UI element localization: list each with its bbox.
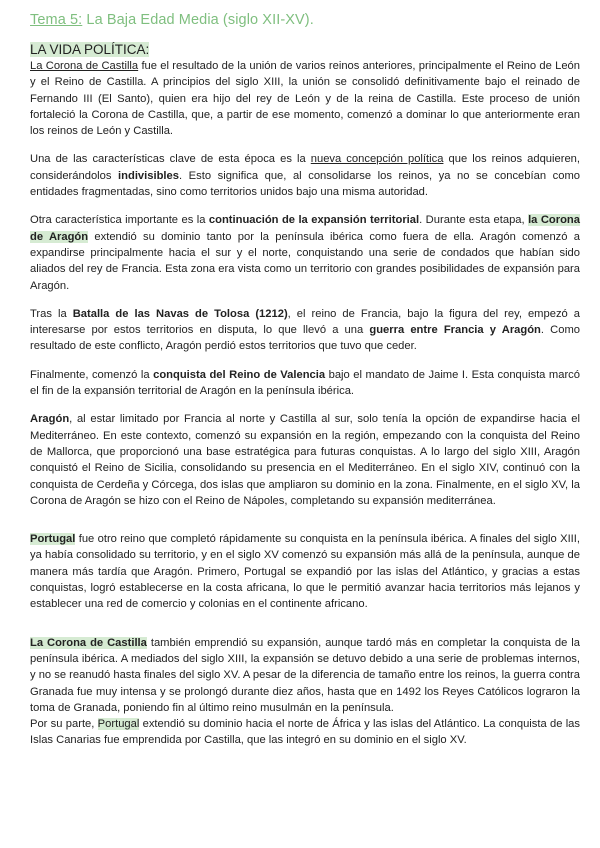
highlighted-term: Portugal <box>97 718 140 731</box>
paragraph-portugal-africa <box>30 716 580 749</box>
paragraph-text: Una de las características clave de esta época es la <box>30 153 311 166</box>
paragraph-text: , al estar limitado por Francia al norte y Castilla al sur, solo tenía la opción de expandirse hacia el Mediterráneo. En este contexto, comenzó su expansión en la región, empezando con la conquista del Reino de Mallorca, que proporcionó una base estratégica para futuras conquistas. A lo largo del siglo XIII, Aragón conquistó el Reino de Sicilia, consolidando su presencia en el Mediterráneo. En el siglo XIV, continuó con la conquista de Cerdeña y Córcega, dos islas que ampliaron su dominio en la zona. Finalmente, en el siglo XV, la Corona de Aragón se hizo con el Reino de Nápoles, completando su expansión mediterránea. <box>30 413 580 507</box>
bold-term: continuación de la expansión territorial <box>208 214 420 227</box>
paragraph-text: también emprendió su expansión, aunque tardó más en completar la conquista de la península ibérica. A mediados del siglo XIII, la expansión se detuvo debido a una serie de problemas internos, y no se reanudó hasta finales del siglo XV. A pesar de la diferencia de tamaño entre los reinos, la guerra contra Granada fue muy intensa y se prolongó durante diez años, hasta que en 1492 los Reyes Católicos lograron la toma de Granada, poniendo fin al último reino musulmán en la península. <box>30 636 580 714</box>
paragraph-text: Otra característica importante es la <box>30 214 209 227</box>
bold-term: indivisibles <box>118 169 179 182</box>
paragraph-text: fue otro reino que completó rápidamente su conquista en la península ibérica. A finales del siglo XIII, ya había consolidado su territorio, y en el siglo XV comenzó su expansión más allá de la península, aunque de manera más tardía que Aragón. Primero, Portugal se expandió por las islas del Atlántico, y gracias a estas conquistas, logró establecerse en la costa africana, lo que le permitió avanzar hacia territorios más lejanos y establecer una red de comercio y colonias en el continente africano. <box>30 533 580 611</box>
paragraph-portugal <box>30 531 580 612</box>
bold-term: Aragón <box>30 413 70 426</box>
paragraph-text: Tras la <box>30 307 73 320</box>
document-page <box>30 12 580 761</box>
paragraph-navas-de-tolosa <box>30 306 580 355</box>
bold-term: guerra entre Francia y Aragón <box>369 324 541 337</box>
section-heading-text: LA VIDA POLÍTICA: <box>30 42 150 57</box>
page-title <box>30 12 580 28</box>
paragraph-nueva-concepcion <box>30 151 580 200</box>
paragraph-text: , el reino de Francia, bajo la figura del rey, empezó a interesarse por estos territorios en disputa, lo que llevó a una <box>30 307 580 337</box>
highlighted-term: la Corona de Aragón <box>30 214 580 243</box>
paragraph-text: extendió su dominio hacia el norte de África y las islas del Atlántico. La conquista de las Islas Canarias fue emprendida por Castilla, que las integró en su dominio en el siglo XV. <box>30 718 580 747</box>
paragraph-text: Finalmente, comenzó la <box>30 368 154 381</box>
paragraph-text: que los reinos adquieren, considerándolos <box>30 153 581 182</box>
paragraph-reino-valencia <box>30 367 580 400</box>
underlined-term: La Corona de Castilla <box>30 60 139 72</box>
paragraph-corona-castilla <box>30 58 580 139</box>
paragraph-text: Por su parte, <box>30 718 98 731</box>
paragraph-text: fue el resultado de la unión de varios reinos anteriores, principalmente el Reino de León y el Reino de Castilla. A principios del siglo XIII, la unión se consolidó definitivamente bajo el reinado de Fernando III (El Santo), quien era hijo del rey de León y de la reina de Castilla. Este proceso de unión fortaleció la Corona de Castilla, que, a partir de ese momento, comenzó a dominar lo que anteriormente eran los reinos de León y Castilla. <box>30 60 581 138</box>
highlighted-term: La Corona de Castilla <box>30 636 147 649</box>
paragraph-text: . Como resultado de este conflicto, Aragón perdió estos territorios que tuvo que ceder. <box>30 324 580 353</box>
paragraph-text: bajo el mandato de Jaime I. Esta conquista marcó el fin de la expansión territorial de Aragón en la península ibérica. <box>30 368 580 398</box>
section-heading <box>30 42 580 57</box>
paragraph-text: extendió su dominio tanto por la península ibérica como fuera de ella. Aragón comenzó a expandirse principalmente hacia el sur y el norte, conquistando una serie de condados que habían sido aliados del rey de Francia. Esta zona era vista como un territorio con grandes posibilidades de expansión para Aragón. <box>30 230 580 292</box>
bold-term: Batalla de las Navas de Tolosa (1212) <box>72 307 288 320</box>
title-text: La Baja Edad Media (siglo XII-XV). <box>82 12 314 28</box>
title-topic-label: Tema 5: <box>30 12 83 28</box>
paragraph-castilla-expansion <box>30 635 580 716</box>
paragraph-text: . Durante esta etapa, <box>419 214 529 227</box>
bold-term: conquista del Reino de Valencia <box>153 368 326 381</box>
paragraph-aragon-mediterraneo <box>30 411 580 509</box>
paragraph-text: . Esto significa que, al consolidarse los reinos, ya no se concebían como entidades fragmentadas, sino como territorios unidos bajo una misma autoridad. <box>30 169 580 199</box>
underlined-term: nueva concepción política <box>310 153 444 166</box>
highlighted-term: Portugal <box>30 533 76 546</box>
paragraph-expansion-territorial <box>30 212 580 293</box>
